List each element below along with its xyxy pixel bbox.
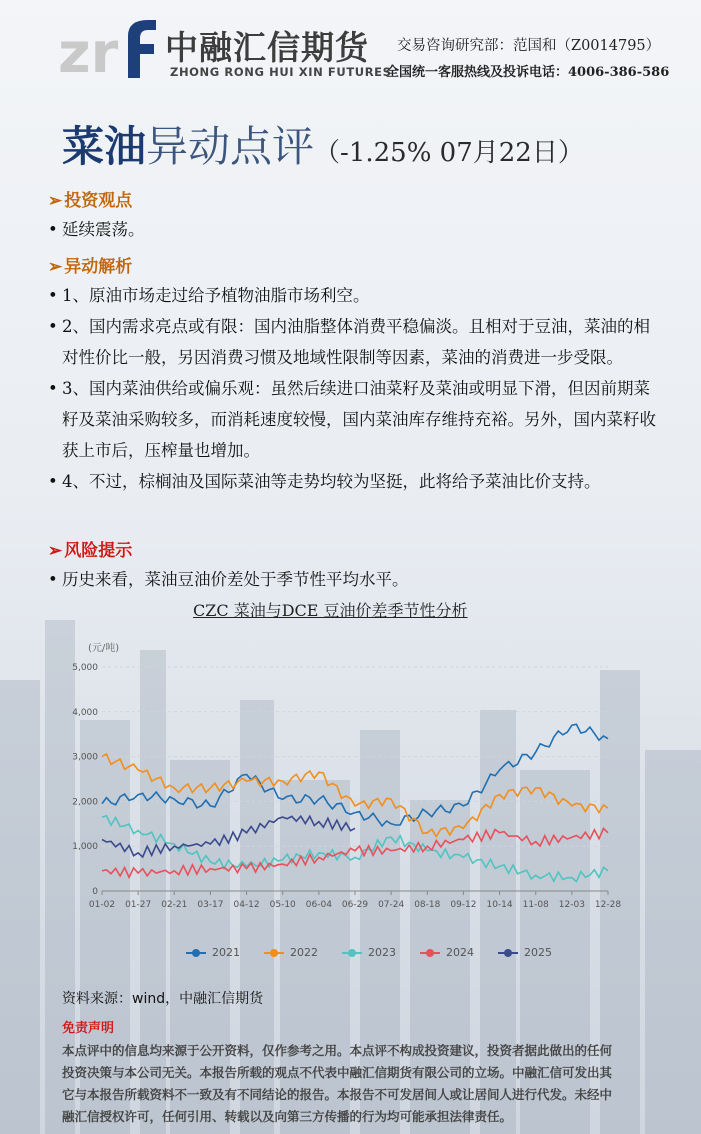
logo-chinese-name: 中融汇信期货 xyxy=(165,28,369,67)
series-line-2023 xyxy=(102,816,608,882)
section-title: 异动解析 xyxy=(64,257,133,277)
x-tick-label: 04-12 xyxy=(233,900,260,910)
legend-label: 2022 xyxy=(290,946,318,959)
company-logo-icon xyxy=(58,14,158,86)
section-analysis xyxy=(48,252,132,277)
series-line-2022 xyxy=(102,754,608,837)
x-tick-label: 01-02 xyxy=(88,900,116,910)
title-change-date: （-1.25% 07月22日） xyxy=(314,138,584,168)
y-tick-label: 4,000 xyxy=(72,707,98,718)
y-tick-label: 5,000 xyxy=(72,663,98,673)
title-commodity: 菜油 xyxy=(62,122,147,171)
x-tick-label: 07-24 xyxy=(378,900,405,910)
x-tick-label: 11-08 xyxy=(522,900,549,910)
list-item: • 1、原油市场走过给予植物油脂市场利空。 xyxy=(48,286,370,305)
disclaimer-title: 免责声明 xyxy=(62,1021,115,1036)
arrow-bullet-icon: ➢ xyxy=(48,257,63,277)
arrow-bullet-icon: ➢ xyxy=(48,541,63,561)
title-subject: 异动点评 xyxy=(146,122,315,171)
legend-swatch xyxy=(342,952,362,954)
list-item: • 延续震荡。 xyxy=(48,220,145,239)
legend-swatch xyxy=(420,952,440,954)
view-list xyxy=(48,214,678,245)
legend-item-2024 xyxy=(420,946,474,959)
svg-text:zr: zr xyxy=(58,21,119,86)
legend-label: 2024 xyxy=(446,946,474,959)
series-line-2024 xyxy=(102,828,608,877)
list-item: • 历史来看，菜油豆油价差处于季节性平均水平。 xyxy=(48,570,409,589)
x-tick-label: 05-10 xyxy=(269,900,296,910)
series-line-2021 xyxy=(102,724,608,826)
legend-item-2025 xyxy=(498,946,552,959)
legend-label: 2021 xyxy=(212,946,240,959)
y-tick-label: 0 xyxy=(92,887,98,897)
section-risk xyxy=(48,536,132,561)
section-title: 风险提示 xyxy=(64,541,133,561)
list-item: • 4、不过，棕榈油及国际菜油等走势均较为坚挺，此将给予菜油比价支持。 xyxy=(48,472,601,491)
arrow-bullet-icon: ➢ xyxy=(48,191,63,211)
chart-title: CZC 菜油与DCE 豆油价差季节性分析 xyxy=(193,601,468,620)
data-source: 资料来源：wind，中融汇信期货 xyxy=(62,991,264,1007)
series-line-2025 xyxy=(102,816,355,857)
list-item: • 2、国内需求亮点或有限：国内油脂整体消费平稳偏淡。且相对于豆油，菜油的相对性价比一般，另因消费习惯及地域性限制等因素，菜油的消费进一步受限。 xyxy=(48,317,650,367)
y-tick-label: 3,000 xyxy=(72,752,98,763)
list-item: • 3、国内菜油供给或偏乐观：虽然后续进口油菜籽及菜油或明显下滑，但因前期菜籽及菜油采购较多，而消耗速度较慢，国内菜油库存维持充裕。另外，国内菜籽收获上市后，压榨量也增加。 xyxy=(48,379,656,460)
spread-seasonal-chart xyxy=(72,635,640,925)
legend-label: 2023 xyxy=(368,946,396,959)
legend-label: 2025 xyxy=(524,946,552,959)
risk-list xyxy=(48,564,678,595)
x-tick-label: 10-14 xyxy=(486,900,513,910)
x-tick-label: 01-27 xyxy=(125,900,152,910)
y-tick-label: 2,000 xyxy=(72,797,98,808)
analysis-list xyxy=(48,280,678,497)
disclaimer-text: 本点评中的信息均来源于公开资料，仅作参考之用。本点评不构成投资建议，投资者据此做出的任何 投资决策与本公司无关。本报告所载的观点不代表中融汇信期货有限公司的立场。中融汇信可发出其 它与本报告所载资料不一致及有不同结论的报告。本报告不可发居间人或让居间人进行代发。未经中 融汇信授权许可，任何引用、转载以及向第三方传播的行为均可能承担法律责任。 xyxy=(62,1043,613,1124)
x-tick-label: 12-28 xyxy=(594,900,622,910)
y-tick-label: 1,000 xyxy=(72,842,98,853)
legend-swatch xyxy=(498,952,518,954)
page-title xyxy=(62,114,584,174)
section-title: 投资观点 xyxy=(64,191,133,211)
legend-item-2021 xyxy=(186,946,240,959)
hotline-contact: 全国统一客服热线及投诉电话：4006-386-586 xyxy=(386,65,670,80)
x-tick-label: 06-04 xyxy=(305,900,332,910)
legend-item-2023 xyxy=(342,946,396,959)
section-investment-view xyxy=(48,186,132,211)
x-tick-label: 03-17 xyxy=(197,900,224,910)
x-tick-label: 08-18 xyxy=(414,900,441,910)
logo-english-name: ZHONG RONG HUI XIN FUTURES xyxy=(170,65,392,79)
legend-item-2022 xyxy=(264,946,318,959)
legend-swatch xyxy=(264,952,284,954)
legend-swatch xyxy=(186,952,206,954)
x-tick-label: 09-12 xyxy=(450,900,477,910)
x-tick-label: 06-29 xyxy=(341,900,369,910)
x-tick-label: 12-03 xyxy=(558,900,585,910)
analyst-contact: 交易咨询研究部：范国和（Z0014795） xyxy=(397,38,661,54)
y-axis-unit: (元/吨) xyxy=(88,643,120,654)
chart-legend xyxy=(186,946,552,959)
x-tick-label: 02-21 xyxy=(161,900,188,910)
